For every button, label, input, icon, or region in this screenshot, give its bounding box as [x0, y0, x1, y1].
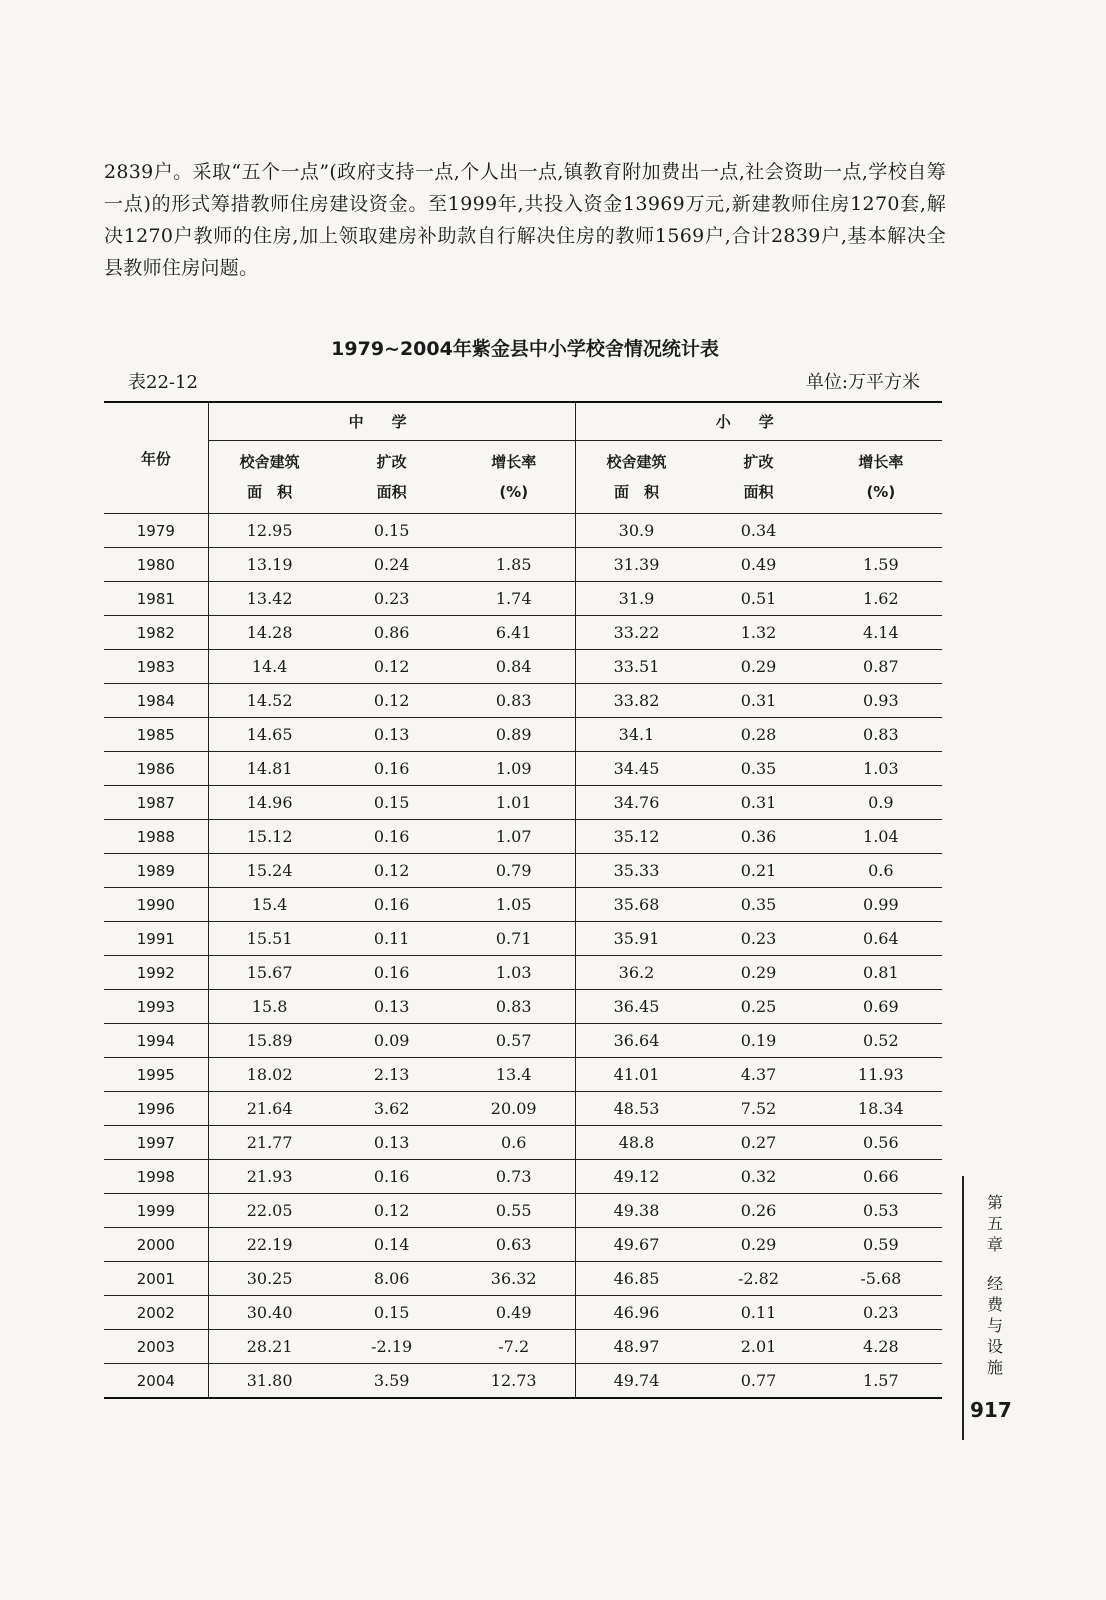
cell-year: 2002 [104, 1296, 208, 1330]
cell-primary-growth: 0.53 [820, 1194, 942, 1228]
cell-primary-growth: 1.57 [820, 1364, 942, 1399]
cell-primary-area: 33.22 [575, 616, 697, 650]
cell-primary-area: 35.68 [575, 888, 697, 922]
cell-middle-growth: 1.74 [453, 582, 575, 616]
cell-year: 1993 [104, 990, 208, 1024]
cell-primary-growth: 0.83 [820, 718, 942, 752]
cell-middle-expansion: 0.23 [331, 582, 453, 616]
cell-middle-growth: 13.4 [453, 1058, 575, 1092]
cell-year: 1992 [104, 956, 208, 990]
cell-primary-growth: 0.64 [820, 922, 942, 956]
cell-primary-expansion: 4.37 [697, 1058, 819, 1092]
cell-primary-area: 49.12 [575, 1160, 697, 1194]
cell-middle-expansion: 0.16 [331, 820, 453, 854]
cell-primary-expansion: 7.52 [697, 1092, 819, 1126]
cell-primary-area: 48.53 [575, 1092, 697, 1126]
cell-primary-growth: 4.28 [820, 1330, 942, 1364]
cell-primary-area: 35.12 [575, 820, 697, 854]
table-row [104, 1296, 942, 1330]
cell-middle-area: 22.05 [208, 1194, 330, 1228]
cell-primary-growth: 1.03 [820, 752, 942, 786]
cell-primary-growth: 0.93 [820, 684, 942, 718]
cell-middle-growth: 0.83 [453, 990, 575, 1024]
cell-middle-growth: 0.55 [453, 1194, 575, 1228]
cell-primary-growth [820, 514, 942, 548]
header-middle-school: 中学 [208, 402, 575, 441]
table-title: 1979~2004年紫金县中小学校舍情况统计表 [331, 338, 719, 360]
cell-primary-growth: 1.62 [820, 582, 942, 616]
cell-primary-expansion: 0.11 [697, 1296, 819, 1330]
cell-year: 1994 [104, 1024, 208, 1058]
cell-middle-growth: 0.83 [453, 684, 575, 718]
cell-primary-expansion: 0.32 [697, 1160, 819, 1194]
cell-middle-area: 15.8 [208, 990, 330, 1024]
cell-year: 1997 [104, 1126, 208, 1160]
cell-primary-growth: 0.56 [820, 1126, 942, 1160]
table-row [104, 1228, 942, 1262]
cell-primary-area: 36.45 [575, 990, 697, 1024]
cell-primary-area: 31.39 [575, 548, 697, 582]
cell-primary-expansion: 0.36 [697, 820, 819, 854]
cell-middle-area: 15.67 [208, 956, 330, 990]
table-row [104, 650, 942, 684]
cell-middle-area: 14.52 [208, 684, 330, 718]
table-row [104, 956, 942, 990]
table-row [104, 548, 942, 582]
cell-middle-growth: 20.09 [453, 1092, 575, 1126]
cell-middle-growth: 0.63 [453, 1228, 575, 1262]
cell-primary-area: 46.85 [575, 1262, 697, 1296]
cell-primary-expansion: 0.29 [697, 1228, 819, 1262]
cell-middle-expansion: 0.12 [331, 684, 453, 718]
cell-middle-expansion: 0.86 [331, 616, 453, 650]
cell-middle-area: 30.25 [208, 1262, 330, 1296]
cell-middle-area: 14.28 [208, 616, 330, 650]
cell-primary-expansion: 0.26 [697, 1194, 819, 1228]
table-row [104, 718, 942, 752]
cell-primary-expansion: 0.19 [697, 1024, 819, 1058]
cell-middle-growth: 1.07 [453, 820, 575, 854]
cell-year: 2000 [104, 1228, 208, 1262]
cell-middle-expansion: 2.13 [331, 1058, 453, 1092]
cell-middle-area: 15.24 [208, 854, 330, 888]
cell-primary-area: 34.45 [575, 752, 697, 786]
cell-primary-expansion: 1.32 [697, 616, 819, 650]
cell-primary-growth: 0.9 [820, 786, 942, 820]
cell-primary-area: 35.91 [575, 922, 697, 956]
table-row [104, 854, 942, 888]
cell-middle-expansion: 0.13 [331, 990, 453, 1024]
cell-primary-expansion: 0.35 [697, 888, 819, 922]
cell-primary-growth: 4.14 [820, 616, 942, 650]
cell-middle-expansion: 0.15 [331, 514, 453, 548]
cell-middle-growth: 1.01 [453, 786, 575, 820]
cell-middle-area: 21.77 [208, 1126, 330, 1160]
cell-primary-growth: 0.81 [820, 956, 942, 990]
cell-middle-growth: 12.73 [453, 1364, 575, 1399]
cell-primary-area: 34.1 [575, 718, 697, 752]
cell-middle-area: 15.89 [208, 1024, 330, 1058]
cell-middle-expansion: -2.19 [331, 1330, 453, 1364]
cell-middle-area: 21.64 [208, 1092, 330, 1126]
header-middle-area: 校舍建筑 面 积 [208, 441, 330, 514]
cell-primary-expansion: 0.29 [697, 956, 819, 990]
header-primary-area: 校舍建筑 面 积 [575, 441, 697, 514]
cell-middle-growth: 6.41 [453, 616, 575, 650]
cell-primary-area: 31.9 [575, 582, 697, 616]
table-unit: 单位:万平方米 [805, 372, 920, 393]
cell-primary-growth: 0.52 [820, 1024, 942, 1058]
cell-middle-expansion: 0.12 [331, 650, 453, 684]
cell-middle-growth: 0.79 [453, 854, 575, 888]
cell-primary-area: 36.2 [575, 956, 697, 990]
cell-year: 1998 [104, 1160, 208, 1194]
cell-middle-area: 14.96 [208, 786, 330, 820]
cell-year: 1987 [104, 786, 208, 820]
cell-primary-area: 33.51 [575, 650, 697, 684]
cell-primary-expansion: 0.31 [697, 786, 819, 820]
cell-middle-area: 14.81 [208, 752, 330, 786]
table-row [104, 752, 942, 786]
header-middle-growth: 增长率 (%) [453, 441, 575, 514]
chapter-label: 第五章 [986, 1193, 1003, 1254]
cell-year: 1999 [104, 1194, 208, 1228]
cell-primary-growth: 0.6 [820, 854, 942, 888]
cell-middle-expansion: 0.16 [331, 752, 453, 786]
cell-middle-growth: 36.32 [453, 1262, 575, 1296]
cell-middle-expansion: 0.16 [331, 956, 453, 990]
cell-middle-area: 18.02 [208, 1058, 330, 1092]
cell-primary-growth: 0.87 [820, 650, 942, 684]
cell-middle-growth: 1.05 [453, 888, 575, 922]
cell-year: 1980 [104, 548, 208, 582]
cell-primary-growth: 11.93 [820, 1058, 942, 1092]
cell-year: 1996 [104, 1092, 208, 1126]
cell-middle-area: 28.21 [208, 1330, 330, 1364]
school-building-table [104, 401, 942, 1399]
cell-primary-area: 49.38 [575, 1194, 697, 1228]
cell-primary-area: 48.97 [575, 1330, 697, 1364]
cell-middle-expansion: 0.15 [331, 1296, 453, 1330]
cell-primary-area: 41.01 [575, 1058, 697, 1092]
cell-middle-area: 14.65 [208, 718, 330, 752]
cell-primary-area: 36.64 [575, 1024, 697, 1058]
cell-year: 1985 [104, 718, 208, 752]
cell-primary-area: 49.74 [575, 1364, 697, 1399]
table-body [104, 514, 942, 1399]
cell-primary-expansion: 0.27 [697, 1126, 819, 1160]
cell-middle-growth: 0.57 [453, 1024, 575, 1058]
table-row [104, 582, 942, 616]
cell-middle-area: 12.95 [208, 514, 330, 548]
cell-year: 2003 [104, 1330, 208, 1364]
table-row [104, 820, 942, 854]
cell-middle-area: 13.42 [208, 582, 330, 616]
cell-middle-area: 22.19 [208, 1228, 330, 1262]
table-row [104, 684, 942, 718]
cell-middle-expansion: 0.11 [331, 922, 453, 956]
cell-primary-expansion: 0.29 [697, 650, 819, 684]
table-row [104, 990, 942, 1024]
cell-middle-growth: 0.73 [453, 1160, 575, 1194]
cell-middle-growth [453, 514, 575, 548]
cell-year: 1995 [104, 1058, 208, 1092]
cell-primary-growth: 0.66 [820, 1160, 942, 1194]
table-row [104, 786, 942, 820]
cell-primary-growth: 1.59 [820, 548, 942, 582]
cell-year: 2004 [104, 1364, 208, 1399]
cell-middle-area: 21.93 [208, 1160, 330, 1194]
cell-middle-expansion: 0.15 [331, 786, 453, 820]
cell-primary-expansion: 0.35 [697, 752, 819, 786]
table-row [104, 1160, 942, 1194]
cell-primary-growth: 0.69 [820, 990, 942, 1024]
table-row [104, 1092, 942, 1126]
cell-primary-expansion: 0.31 [697, 684, 819, 718]
cell-primary-expansion: 0.77 [697, 1364, 819, 1399]
cell-middle-growth: 0.49 [453, 1296, 575, 1330]
cell-middle-growth: 1.09 [453, 752, 575, 786]
header-primary-growth: 增长率 (%) [820, 441, 942, 514]
table-row [104, 1126, 942, 1160]
table-row [104, 1194, 942, 1228]
cell-primary-area: 35.33 [575, 854, 697, 888]
cell-primary-growth: -5.68 [820, 1262, 942, 1296]
table-row [104, 616, 942, 650]
cell-middle-growth: 0.84 [453, 650, 575, 684]
cell-primary-growth: 18.34 [820, 1092, 942, 1126]
cell-year: 2001 [104, 1262, 208, 1296]
table-row [104, 514, 942, 548]
cell-middle-growth: 1.03 [453, 956, 575, 990]
cell-middle-expansion: 0.16 [331, 888, 453, 922]
cell-year: 1979 [104, 514, 208, 548]
table-row [104, 922, 942, 956]
cell-primary-expansion: 0.21 [697, 854, 819, 888]
cell-primary-area: 49.67 [575, 1228, 697, 1262]
cell-middle-growth: 1.85 [453, 548, 575, 582]
cell-middle-area: 15.12 [208, 820, 330, 854]
cell-middle-expansion: 0.09 [331, 1024, 453, 1058]
cell-middle-expansion: 0.14 [331, 1228, 453, 1262]
cell-year: 1984 [104, 684, 208, 718]
cell-middle-expansion: 3.62 [331, 1092, 453, 1126]
cell-primary-area: 33.82 [575, 684, 697, 718]
table-row [104, 888, 942, 922]
cell-middle-expansion: 0.24 [331, 548, 453, 582]
table-row [104, 1262, 942, 1296]
cell-year: 1986 [104, 752, 208, 786]
cell-primary-growth: 0.99 [820, 888, 942, 922]
cell-primary-expansion: 0.49 [697, 548, 819, 582]
section-label: 经费与设施 [986, 1274, 1003, 1377]
cell-middle-growth: 0.6 [453, 1126, 575, 1160]
cell-primary-expansion: 0.34 [697, 514, 819, 548]
header-primary-school: 小学 [575, 402, 942, 441]
cell-primary-expansion: 0.51 [697, 582, 819, 616]
cell-primary-expansion: 2.01 [697, 1330, 819, 1364]
header-primary-expansion: 扩改 面积 [697, 441, 819, 514]
cell-primary-growth: 0.23 [820, 1296, 942, 1330]
cell-year: 1990 [104, 888, 208, 922]
cell-middle-expansion: 0.13 [331, 718, 453, 752]
cell-middle-area: 15.51 [208, 922, 330, 956]
table-number: 表22-12 [128, 372, 198, 393]
cell-primary-area: 46.96 [575, 1296, 697, 1330]
cell-middle-growth: 0.89 [453, 718, 575, 752]
cell-year: 1981 [104, 582, 208, 616]
cell-middle-growth: 0.71 [453, 922, 575, 956]
header-year: 年份 [104, 402, 208, 514]
chapter-sidebar [984, 1192, 1006, 1378]
cell-middle-area: 31.80 [208, 1364, 330, 1399]
table-row [104, 1364, 942, 1399]
cell-primary-area: 48.8 [575, 1126, 697, 1160]
cell-year: 1991 [104, 922, 208, 956]
cell-middle-expansion: 0.16 [331, 1160, 453, 1194]
cell-year: 1983 [104, 650, 208, 684]
cell-middle-expansion: 0.13 [331, 1126, 453, 1160]
cell-year: 1988 [104, 820, 208, 854]
cell-primary-expansion: 0.23 [697, 922, 819, 956]
cell-primary-growth: 1.04 [820, 820, 942, 854]
cell-middle-growth: -7.2 [453, 1330, 575, 1364]
header-middle-expansion: 扩改 面积 [331, 441, 453, 514]
cell-primary-expansion: 0.28 [697, 718, 819, 752]
table-row [104, 1330, 942, 1364]
cell-primary-area: 30.9 [575, 514, 697, 548]
body-paragraph: 2839户。采取“五个一点”(政府支持一点,个人出一点,镇教育附加费出一点,社会资助一点,学校自筹一点)的形式筹措教师住房建设资金。至1999年,共投入资金13969万元,新建教师住房1270套,解决1270户教师的住房,加上领取建房补助款自行解决住房的教师1569户,合计2839户,基本解决全县教师住房问题。 [104, 161, 946, 279]
page-number: 917 [970, 1398, 1012, 1422]
cell-primary-expansion: -2.82 [697, 1262, 819, 1296]
cell-primary-growth: 0.59 [820, 1228, 942, 1262]
cell-primary-area: 34.76 [575, 786, 697, 820]
cell-middle-expansion: 8.06 [331, 1262, 453, 1296]
cell-middle-area: 14.4 [208, 650, 330, 684]
cell-middle-expansion: 0.12 [331, 854, 453, 888]
cell-primary-expansion: 0.25 [697, 990, 819, 1024]
cell-year: 1982 [104, 616, 208, 650]
cell-year: 1989 [104, 854, 208, 888]
table-row [104, 1058, 942, 1092]
cell-middle-area: 15.4 [208, 888, 330, 922]
cell-middle-area: 30.40 [208, 1296, 330, 1330]
cell-middle-area: 13.19 [208, 548, 330, 582]
table-row [104, 1024, 942, 1058]
cell-middle-expansion: 0.12 [331, 1194, 453, 1228]
cell-middle-expansion: 3.59 [331, 1364, 453, 1399]
